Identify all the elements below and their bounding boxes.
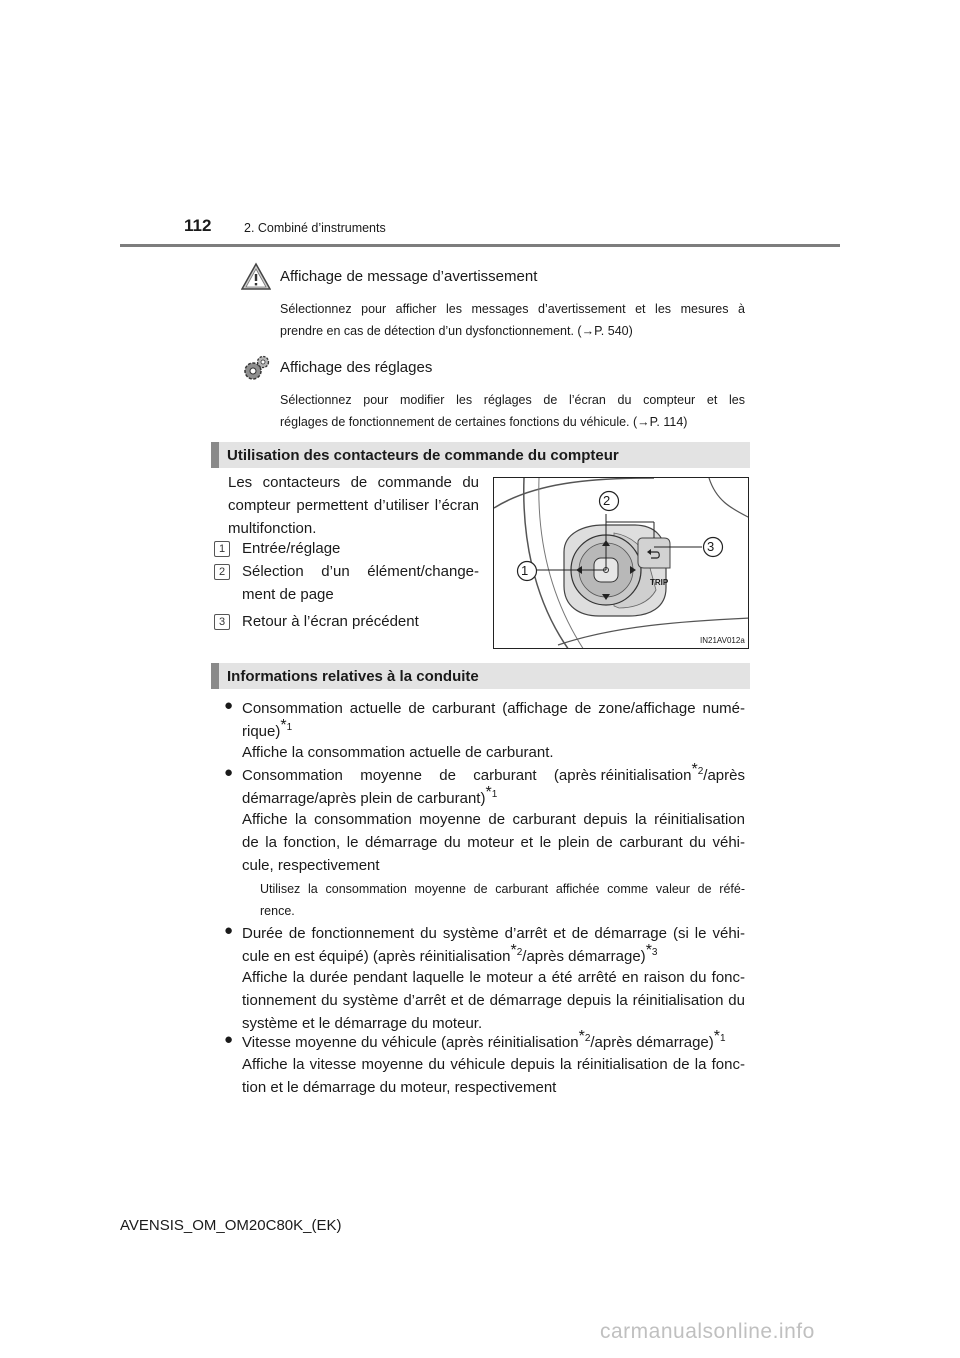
bullet: ● (224, 697, 234, 714)
section-heading-controls: Utilisation des contacteurs de commande du compteur (211, 442, 750, 468)
desc-current-consumption: Affiche la consommation actuelle de carburant. (242, 744, 554, 761)
entry-title-warning: Affichage de message d’avertissement (280, 268, 538, 285)
callout-2: 2 (603, 493, 611, 508)
warning-triangle-icon (241, 262, 271, 292)
watermark: carmanualsonline.info (600, 1320, 815, 1343)
entry-desc-warning: Sélectionnez pour afficher les messages d’avertissement et les mesures à prendre en cas de détection d’un dysfonctionnement. (→P. 540) (280, 302, 745, 338)
page-number: 112 (184, 216, 212, 235)
gears-icon (241, 354, 271, 384)
trip-label: TRIP (650, 578, 669, 587)
bullet: ● (224, 764, 234, 781)
desc-stop-start-duration: Affiche la durée pendant laquelle le moteur a été arrêté en raison du fonc- tionnement du système d’arrêt et de démarrage depuis la réinitialisation du système et le démarrage du moteur. (242, 969, 745, 1032)
steering-switch-diagram (493, 477, 749, 649)
callout-1: 1 (521, 563, 529, 578)
item-average-consumption: Consommation moyenne de carburant (après réinitialisation$^{*2}$/après démarrage/après plein de carburant)$^{*1}$ (242, 761, 745, 807)
entry-title-settings: Affichage des réglages (280, 359, 433, 376)
item-stop-start-duration: Durée de fonctionnement du système d’arrêt et de démarrage (si le véhi- cule en est équipé) (après réinitialisation$^{*2}$/après démarrage)$^{*3}$ (242, 925, 745, 965)
callout-3: 3 (707, 539, 715, 554)
bullet: ● (224, 922, 234, 939)
document-code: AVENSIS_OM_OM20C80K_(EK) (120, 1217, 342, 1234)
item-number-badge: 1 (214, 541, 230, 557)
entry-desc-settings: Sélectionnez pour modifier les réglages de l’écran du compteur et les réglages de fonctionnement de certaines fonctions du véhicule. (→P. 114) (280, 393, 745, 429)
item-average-speed: Vitesse moyenne du véhicule (après réinitialisation$^{*2}$/après démarrage)$^{*1}$ (242, 1028, 726, 1051)
item-back: Retour à l’écran précédent (242, 613, 419, 630)
note-average-consumption: Utilisez la consommation moyenne de carburant affichée comme valeur de réfé- rence. (260, 882, 745, 918)
desc-average-speed: Affiche la vitesse moyenne du véhicule depuis la réinitialisation de la fonc- tion et le démarrage du moteur, respectivement (242, 1056, 745, 1096)
item-entry-setting: Entrée/réglage (242, 540, 341, 557)
item-select-page: Sélection d’un élément/change- ment de page (242, 563, 479, 603)
section1-intro: Les contacteurs de commande du compteur permettent d’utiliser l’écran multifonction. (228, 474, 479, 537)
section-heading-driving-info: Informations relatives à la conduite (211, 663, 750, 689)
desc-average-consumption: Affiche la consommation moyenne de carburant depuis la réinitialisation de la fonction, le démarrage du moteur et le plein de carburant du véhi- cule, respectivement (242, 811, 745, 874)
item-number-badge: 3 (214, 614, 230, 630)
item-number-badge: 2 (214, 564, 230, 580)
item-current-consumption: Consommation actuelle de carburant (affichage de zone/affichage numé- rique)$^{*1}$ (242, 700, 745, 740)
bullet: ● (224, 1031, 234, 1048)
chapter-title: 2. Combiné d’instruments (244, 221, 386, 235)
figure-code: IN21AV012a (700, 636, 745, 645)
header-divider (120, 244, 840, 247)
